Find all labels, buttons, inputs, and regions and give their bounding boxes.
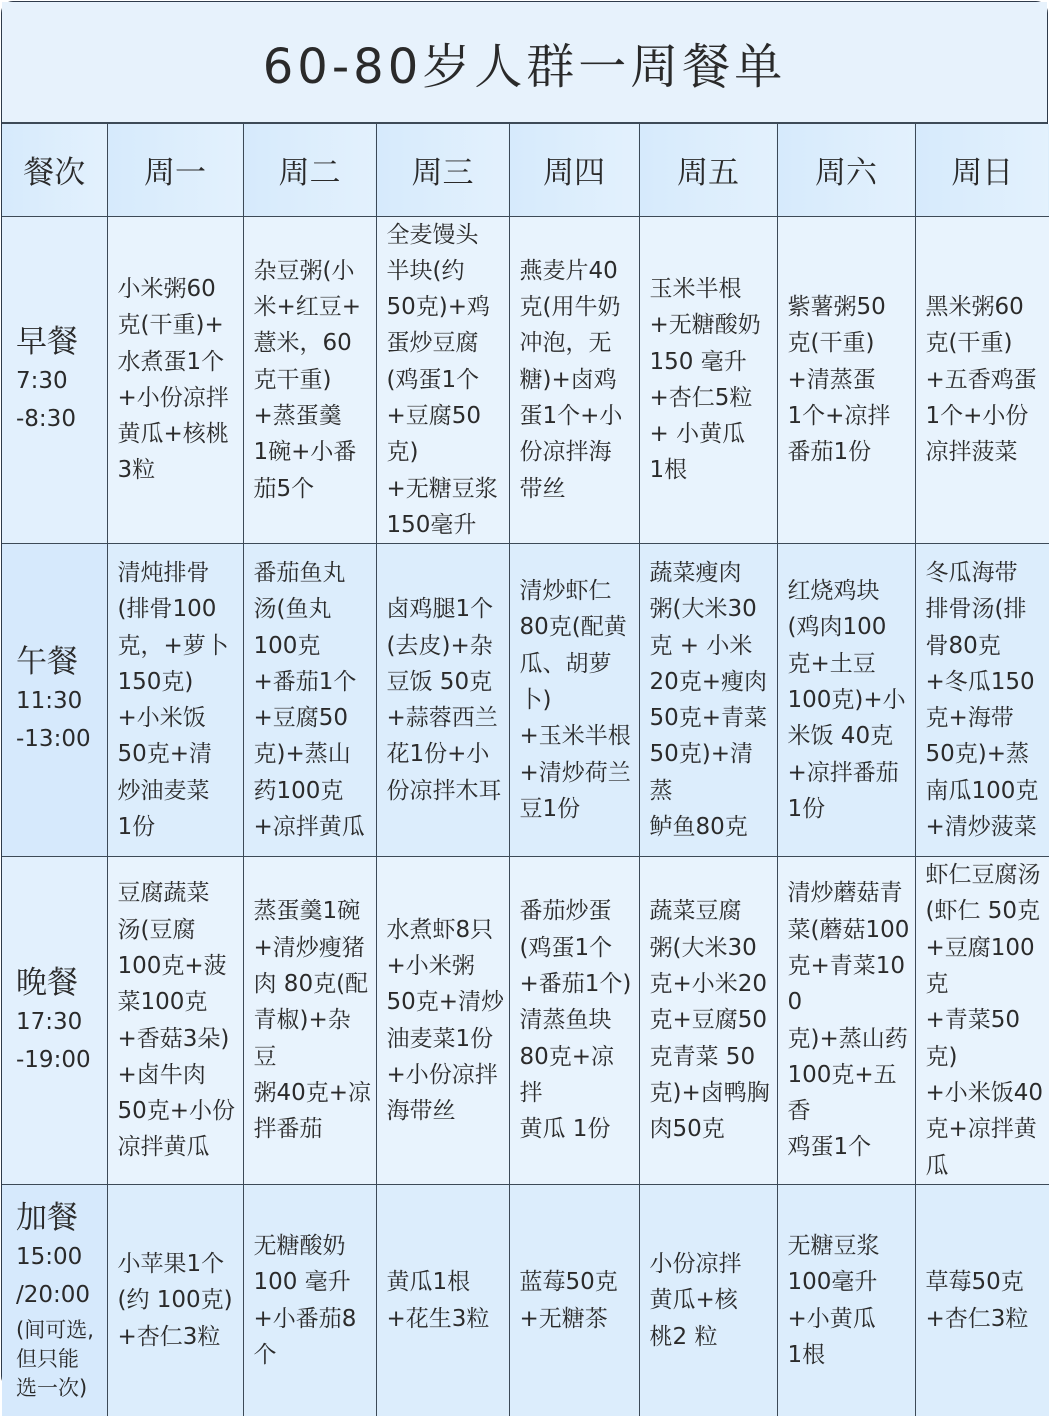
menu-cell (509, 857, 639, 1185)
menu-cell (915, 544, 1049, 857)
menu-line: 黄瓜 1份 (519, 1116, 611, 1143)
menu-line: 50克)+鸡 (386, 294, 491, 321)
menu-line: (鸡肉100 (787, 614, 887, 641)
menu-line: 炒油麦菜 (117, 777, 210, 804)
menu-line: 克干重) (253, 366, 332, 393)
menu-line: 骨80克 (925, 632, 1001, 659)
menu-cell (243, 216, 376, 544)
menu-line: (排骨100 (117, 596, 217, 623)
menu-line: +玉米半根 (519, 723, 631, 750)
meal-time: 17:30 (16, 1008, 83, 1035)
menu-line: 80克+凉拌 (519, 1043, 615, 1106)
menu-line: 50克+清炒 (386, 989, 505, 1016)
menu-line: 水煮蛋1个 (117, 348, 225, 375)
menu-line: 1个+小份 (925, 402, 1029, 429)
menu-cell (376, 857, 509, 1185)
menu-line: +冬瓜150 (925, 668, 1035, 695)
menu-line: 卤鸡腿1个 (386, 596, 494, 623)
menu-cell (107, 1184, 243, 1416)
menu-line: 1个+凉拌 (787, 402, 891, 429)
menu-line: 无糖豆浆 (787, 1233, 880, 1259)
menu-line: 米饭 40克 (787, 723, 894, 750)
menu-line: 1根 (787, 1341, 826, 1368)
menu-line: 黄瓜1根 (386, 1269, 471, 1296)
menu-line: 南瓜100克 (925, 777, 1039, 804)
menu-line: 1份 (117, 814, 156, 841)
menu-line: +花生3粒 (386, 1305, 490, 1332)
menu-line: 汤(豆腐 (117, 916, 196, 943)
menu-cell (376, 216, 509, 544)
menu-line: 50克)+清蒸 (649, 741, 754, 804)
menu-line: 150克) (117, 668, 194, 695)
menu-cell (639, 216, 777, 544)
meal-label-cell (2, 216, 107, 544)
menu-line: +蒸蛋羹 (253, 402, 342, 429)
menu-line: +豆腐100克 (925, 934, 1035, 998)
menu-line: 3粒 (117, 457, 156, 484)
menu-line: 个 (253, 1341, 277, 1368)
menu-line: 100毫升 (787, 1269, 878, 1296)
menu-line: 瓜、胡萝卜) (519, 650, 612, 714)
menu-cell (509, 216, 639, 544)
menu-cell (376, 1184, 509, 1416)
menu-line: +凉拌黄瓜 (253, 814, 365, 841)
menu-line: 豆1份 (519, 795, 581, 822)
menu-cell (376, 544, 509, 857)
menu-cell (777, 857, 915, 1185)
meal-plan-table (2, 124, 1049, 1416)
header-day: 周五 (639, 124, 777, 216)
menu-line: 凉拌菠菜 (925, 439, 1018, 466)
menu-line: (鸡蛋1个 (386, 366, 480, 393)
menu-line: 蛋炒豆腐 (386, 330, 479, 357)
header-day: 周四 (509, 124, 639, 216)
menu-line: 黄瓜+核桃 (117, 421, 229, 448)
header-day: 周六 (777, 124, 915, 216)
menu-line: 海带丝 (386, 1098, 456, 1125)
menu-line: 清炒蘑菇青 (787, 880, 903, 907)
menu-line: 红烧鸡块 (787, 578, 880, 605)
meal-name: 早餐 (16, 323, 78, 360)
menu-line: 桃2 粒 (649, 1323, 718, 1350)
meal-time: /20:00 (16, 1282, 91, 1309)
menu-line: 排骨汤(排 (925, 596, 1027, 623)
menu-line: 糖)+卤鸡 (519, 366, 617, 393)
menu-line: +无糖茶 (519, 1305, 608, 1332)
menu-line: 克+青菜100 (787, 952, 906, 1016)
menu-line: 克(干重) (787, 330, 875, 357)
menu-line: +清炒瘦猪 (253, 934, 365, 961)
meal-time: 11:30 (16, 688, 83, 715)
menu-cell (915, 857, 1049, 1185)
menu-line: 清蒸鱼块 (519, 1007, 612, 1034)
menu-cell (243, 857, 376, 1185)
menu-line: 粥(大米30 (649, 596, 757, 623)
header-meal: 餐次 (2, 124, 107, 216)
menu-line: 100克+菠 (117, 952, 227, 979)
menu-line: 克 + 小米 (649, 632, 753, 659)
meal-time: 15:00 (16, 1244, 83, 1271)
menu-line: 带丝 (519, 475, 566, 502)
menu-line: 花1份+小 (386, 741, 490, 768)
menu-cell (243, 1184, 376, 1416)
menu-line: 豆腐蔬菜 (117, 880, 210, 907)
header-day: 周日 (915, 124, 1049, 216)
menu-line: 蛋1个+小 (519, 402, 623, 429)
menu-line: 番茄鱼丸 (253, 559, 346, 586)
menu-line: 粥40克+凉 (253, 1079, 372, 1106)
menu-line: 肉 80克(配 (253, 971, 369, 998)
menu-line: 克)+卤鸭胸 (649, 1079, 770, 1106)
menu-line: +杏仁5粒 (649, 384, 753, 411)
menu-line: +小米粥 (386, 952, 475, 979)
meal-time: -13:00 (16, 726, 91, 753)
menu-line: 虾仁豆腐汤 (925, 862, 1041, 889)
menu-line: (虾仁 50克 (925, 898, 1041, 925)
menu-line: 100 毫升 (253, 1269, 351, 1296)
menu-line: 汤(鱼丸 (253, 596, 332, 623)
menu-line: +小米饭40 (925, 1079, 1044, 1106)
menu-line: +凉拌番茄 (787, 759, 899, 786)
menu-line: 草莓50克 (925, 1269, 1024, 1296)
menu-line: 150毫升 (386, 511, 477, 538)
menu-line: 小苹果1个 (117, 1251, 225, 1278)
meal-name: 加餐 (16, 1200, 78, 1237)
menu-line: 青椒)+杂豆 (253, 1007, 351, 1070)
meal-row (2, 544, 1049, 857)
menu-line: +小米饭 (117, 705, 206, 732)
menu-line: 克(干重) (925, 330, 1013, 357)
menu-line: 鸡蛋1个 (787, 1134, 872, 1161)
meal-note (16, 1316, 107, 1403)
menu-cell (509, 544, 639, 857)
header-day: 周三 (376, 124, 509, 216)
menu-line: (约 100克) (117, 1287, 233, 1314)
meal-row (2, 216, 1049, 544)
menu-line: 150 毫升 (649, 348, 747, 375)
menu-line: 克青菜 50 (649, 1043, 756, 1070)
meal-row (2, 857, 1049, 1185)
menu-line: 克)+蒸山 (253, 741, 351, 768)
title-bar (2, 2, 1047, 124)
menu-line: 蔬菜豆腐 (649, 898, 742, 925)
meal-note-line: (间可选, (16, 1318, 94, 1343)
menu-line: 豆饭 50克 (386, 668, 493, 695)
meal-label-cell (2, 1184, 107, 1416)
header-day: 周二 (243, 124, 376, 216)
menu-line: 杂豆粥(小 (253, 257, 355, 284)
menu-cell (243, 544, 376, 857)
menu-line: 黑米粥60 (925, 294, 1024, 321)
menu-line: 克，+萝卜 (117, 632, 229, 659)
menu-line: 100克+五香 (787, 1061, 897, 1125)
menu-line: +青菜50克) (925, 1007, 1021, 1070)
header-day: 周一 (107, 124, 243, 216)
page-title: 60-80岁人群一周餐单 (262, 38, 787, 95)
menu-line: +番茄1个) (519, 971, 632, 998)
menu-line: 蓝莓50克 (519, 1269, 618, 1296)
menu-line: +卤牛肉 (117, 1061, 206, 1088)
menu-line: 50克+小份 (117, 1098, 236, 1125)
menu-line: 50克)+蒸 (925, 741, 1030, 768)
menu-cell (777, 216, 915, 544)
menu-line: +香菇3朵) (117, 1025, 230, 1052)
menu-line: 小份凉拌 (649, 1251, 742, 1278)
menu-line: 燕麦片40 (519, 257, 618, 284)
menu-line: 清炖排骨 (117, 559, 210, 586)
menu-line: 蒸蛋羹1碗 (253, 898, 361, 925)
menu-line: 冲泡，无 (519, 330, 612, 357)
menu-line: 无糖酸奶 (253, 1233, 346, 1259)
menu-line: +无糖酸奶 (649, 312, 761, 339)
menu-line: 50克+清 (117, 741, 213, 768)
menu-line: 紫薯粥50 (787, 294, 886, 321)
menu-line: 克+豆腐50 (649, 1007, 768, 1034)
menu-line: +清蒸蛋 (787, 366, 876, 393)
menu-cell (509, 1184, 639, 1416)
menu-line: 水煮虾8只 (386, 916, 494, 943)
menu-line: +番茄1个 (253, 668, 357, 695)
meal-row (2, 1184, 1049, 1416)
menu-line: +蒜蓉西兰 (386, 705, 498, 732)
menu-line: +小黄瓜 (787, 1305, 876, 1332)
menu-line: +清炒荷兰 (519, 759, 631, 786)
menu-line: 克+小米20 (649, 971, 768, 998)
menu-line: (去皮)+杂 (386, 632, 493, 659)
meal-time: 7:30 (16, 367, 68, 394)
menu-line: 克(干重)+ (117, 312, 224, 339)
menu-line: 黄瓜+核 (649, 1287, 738, 1314)
menu-line: +五香鸡蛋 (925, 366, 1037, 393)
menu-line: 鲈鱼80克 (649, 814, 748, 841)
menu-line: 清炒虾仁 (519, 578, 612, 605)
menu-line: 全麦馒头 (386, 221, 479, 248)
menu-line: 凉拌黄瓜 (117, 1134, 210, 1161)
menu-line: (鸡蛋1个 (519, 934, 613, 961)
meal-name: 晚餐 (16, 964, 78, 1001)
menu-line: 番茄1份 (787, 439, 872, 466)
meal-name: 午餐 (16, 644, 78, 681)
menu-line: 茄5个 (253, 475, 315, 502)
menu-line: 80克(配黄 (519, 614, 627, 641)
menu-line: 药100克 (253, 777, 344, 804)
menu-cell (915, 1184, 1049, 1416)
menu-line: 克+海带 (925, 705, 1014, 732)
menu-line: 油麦菜1份 (386, 1025, 494, 1052)
menu-line: 菜100克 (117, 989, 208, 1016)
menu-cell (639, 857, 777, 1185)
menu-line: 克+土豆 (787, 650, 876, 677)
menu-line: 菜(蘑菇100 (787, 916, 910, 943)
menu-line: 1根 (649, 457, 688, 484)
menu-line: 薏米，60 (253, 330, 352, 357)
menu-line: 小米粥60 (117, 275, 216, 302)
menu-line: +杏仁3粒 (925, 1305, 1029, 1332)
menu-cell (639, 544, 777, 857)
header-row (2, 124, 1049, 216)
menu-line: 克+凉拌黄瓜 (925, 1116, 1037, 1179)
menu-line: 拌番茄 (253, 1116, 323, 1143)
menu-line: 玉米半根 (649, 275, 742, 302)
menu-line: 半块(约 (386, 257, 465, 284)
menu-line: +无糖豆浆 (386, 475, 498, 502)
menu-line: 克(用牛奶 (519, 294, 621, 321)
menu-line: +豆腐50 (253, 705, 349, 732)
menu-cell (107, 544, 243, 857)
menu-line: 份凉拌海 (519, 439, 612, 466)
menu-line: +豆腐50克) (386, 402, 482, 466)
meal-time: -8:30 (16, 405, 76, 432)
menu-cell (107, 216, 243, 544)
menu-line: +小番茄8 (253, 1305, 357, 1332)
menu-line: 冬瓜海带 (925, 559, 1018, 586)
menu-line: 粥(大米30 (649, 934, 757, 961)
menu-cell (107, 857, 243, 1185)
meal-note-line: 但只能 (16, 1347, 79, 1372)
menu-cell (777, 544, 915, 857)
menu-line: 肉50克 (649, 1116, 725, 1143)
menu-line: 克)+蒸山药 (787, 1025, 908, 1052)
menu-line: 100克 (253, 632, 321, 659)
meal-time: -19:00 (16, 1046, 91, 1073)
menu-line: +清炒菠菜 (925, 814, 1037, 841)
menu-line: 20克+瘦肉 (649, 668, 768, 695)
meal-plan-card (1, 1, 1048, 1401)
menu-line: +杏仁3粒 (117, 1323, 221, 1350)
menu-line: 蔬菜瘦肉 (649, 559, 742, 586)
menu-line: 100克)+小 (787, 687, 906, 714)
menu-line: + 小黄瓜 (649, 421, 746, 448)
menu-line: +小份凉拌 (386, 1061, 498, 1088)
menu-line: 番茄炒蛋 (519, 898, 612, 925)
menu-cell (915, 216, 1049, 544)
menu-line: 1碗+小番 (253, 439, 357, 466)
menu-line: +小份凉拌 (117, 384, 229, 411)
menu-line: 1份 (787, 795, 826, 822)
meal-label-cell (2, 857, 107, 1185)
menu-cell (777, 1184, 915, 1416)
menu-cell (639, 1184, 777, 1416)
meal-label-cell (2, 544, 107, 857)
meal-note-line: 选一次) (16, 1376, 88, 1401)
menu-line: 份凉拌木耳 (386, 777, 502, 804)
menu-line: 米+红豆+ (253, 294, 362, 321)
menu-line: 50克+青菜 (649, 705, 768, 732)
